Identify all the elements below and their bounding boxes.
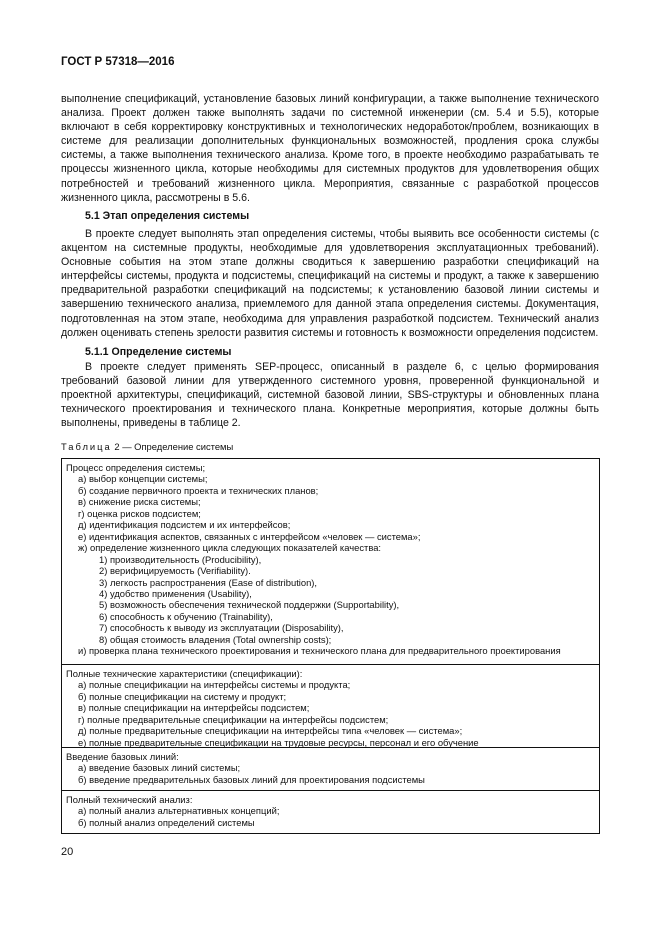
list-item: а) полные спецификации на интерфейсы системы и продукта; [78, 679, 351, 691]
row-title: Процесс определения системы; [66, 462, 206, 473]
page-number: 20 [61, 846, 74, 858]
list-item: б) введение предварительных базовых линий для проектирования подсистемы [78, 773, 425, 785]
table-caption [61, 441, 233, 452]
list-item: а) полный анализ альтернативных концепций; [78, 805, 280, 817]
table-row [62, 747, 599, 790]
list-subitem: 5) возможность обеспечения технической поддержки (Supportability), [99, 599, 400, 611]
list-item: г) полные предварительные спецификации на интерфейсы подсистем; [78, 713, 389, 725]
list-item: ж) определение жизненного цикла следующих показателей качества: [78, 542, 382, 554]
intro-text: выполнение спецификаций, установление базовых линий конфигурации, а также выполнение технического анализа. Проект должен также выполнять задачи по системной инженерии (см. 5.4 и 5.5), которые включают в себя корректировку конструктивных и технологических недоработок/проблем, возникающих в системе для реализации дополнительных функциональных возможностей, продления срока службы системы, а также выполнения технического анализа. Кроме того, в проекте необходимо разрабатывать те процессы жизненного цикла, которые необходимы для системных продуктов для удовлетворения общих потребностей и требований жизненного цикла. Мероприятия, связанные с разработкой процессов жизненного цикла, рассмотрены в 5.6. [61, 93, 599, 204]
section-5-1-1-heading: 5.1.1 Определение системы [85, 346, 232, 358]
section-5-1-1-text: В проекте следует применять SEP-процесс, описанный в разделе 6, с целью формирования требований базовой линии для утвержденного системного уровня, проверенной функциональной и проектной архитектуры, спецификаций, системной базовой линии, SBS-структуры и обновленных плана технического проектирования и технического плана. Конкретные мероприятия, которые должны быть выполнены, приведены в таблице 2. [61, 361, 599, 430]
list-item: д) полные предварительные спецификации на интерфейсы типа «человек — система»; [78, 725, 463, 737]
row-title: Полный технический анализ: [66, 794, 193, 805]
definition-table [61, 458, 600, 834]
row-title: Введение базовых линий: [66, 751, 179, 762]
list-item: а) выбор концепции системы; [78, 473, 208, 485]
list-item: в) полные спецификации на интерфейсы подсистем; [78, 702, 310, 714]
list-item: б) полные спецификации на систему и продукт; [78, 690, 287, 702]
list-subitem: 8) общая стоимость владения (Total ownership costs); [99, 633, 332, 645]
row-title: Полные технические характеристики (спецификации): [66, 668, 303, 679]
list-item: и) проверка плана технического проектирования и технического плана для предварительного проектирования [78, 645, 561, 657]
list-item: б) полный анализ определений системы [78, 816, 255, 828]
section-5-1-heading: 5.1 Этап определения системы [85, 210, 250, 222]
list-item: а) введение базовых линий системы; [78, 762, 241, 774]
list-item: б) создание первичного проекта и технических планов; [78, 484, 319, 496]
document-header: ГОСТ Р 57318—2016 [61, 56, 175, 68]
list-subitem: 4) удобство применения (Usability), [99, 587, 252, 599]
table-row [62, 459, 599, 664]
list-item: е) полные предварительные спецификации на трудовые ресурсы, персонал и его обучение [78, 736, 479, 748]
table-row [62, 790, 599, 833]
table-row [62, 664, 599, 747]
list-subitem: 7) способность к выводу из эксплуатации (Disposability), [99, 622, 344, 634]
section-5-1-paragraph [61, 227, 599, 340]
table-caption-title: 2 — Определение системы [111, 441, 234, 452]
list-item: д) идентификация подсистем и их интерфейсов; [78, 519, 291, 531]
list-item: е) идентификация аспектов, связанных с интерфейсом «человек — система»; [78, 530, 421, 542]
table-caption-label: Таблица [61, 441, 112, 452]
list-item: г) оценка рисков подсистем; [78, 507, 201, 519]
section-5-1-1-paragraph [61, 360, 599, 430]
list-subitem: 3) легкость распространения (Ease of distribution), [99, 576, 318, 588]
list-subitem: 1) производительность (Producibility), [99, 553, 262, 565]
intro-paragraph [61, 92, 599, 205]
section-5-1-text: В проекте следует выполнять этап определения системы, чтобы выявить все особенности системы (с акцентом на системные продукты, необходимые для удовлетворения эксплуатационных требований). Основные события на этом этапе должны сводиться к завершению разработки спецификаций на интерфейсы системы, продукта и подсистемы, спецификаций на системы и продукт, а также к завершению предварительной разработки спецификаций на подсистемы; к установлению базовой линии системы и завершению технического анализа, приемлемого для данной этапа определения системы. Документация, подготовленная на этом этапе, необходима для управления разработкой подсистем. Технический анализ должен оценивать степень зрелости развития системы и готовность к возможности определения подсистем. [61, 228, 599, 339]
list-subitem: 2) верифицируемость (Verifiability). [99, 565, 251, 577]
list-subitem: 6) способность к обучению (Trainability), [99, 610, 273, 622]
list-item: в) снижение риска системы; [78, 496, 201, 508]
